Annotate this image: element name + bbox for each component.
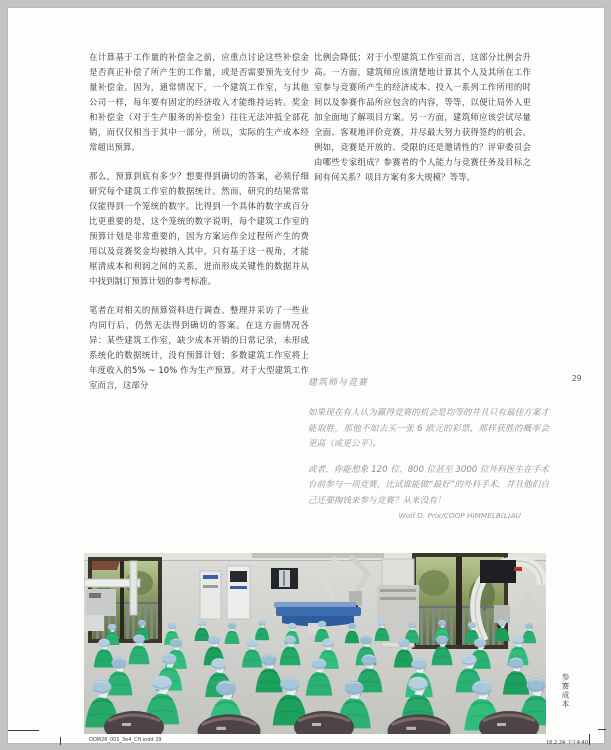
paragraph: 笔者在对相关的预算资料进行调查、整理并采访了一些业内同行后，仍然无法得到确切的答案。在这方面情况各异：某些建筑工作室，缺少成本开销的日常记录，未形成系统化的数据统计，没有预算计划；多数建筑工作室将上年度收入的5% ~ 10% 作为生产预算。对于大型建筑工作室而言，这部分 [89,305,309,390]
footer-slug-filename: DOM26_001_3e4_CH.indd 29 [89,737,162,743]
paragraph: 在计算基于工作量的补偿金之前，应重点讨论这些补偿金是否真正补偿了所产生的工作量，或是否需要预先支付少量补偿金。因为，通常情况下，一个建筑工作室，与其他公司一样，每年要有固定的经济收入才能维持运转。奖金和补偿金（对于生产服务的补偿金）往往无法冲抵全部花销，而仅仅相当于其中一部分，所以，实际的生产成本经常超出预算。 [89,52,309,152]
quote-attribution: Wolf D. Prix/COOP HIMMELB(L)AU [398,511,521,520]
article-right-column [314,50,531,199]
crop-mark [598,729,606,730]
quote-paragraph: 如果现在有人认为赢得竞赛的机会是均等的并且只有最佳方案才能取胜，那他不如去买一张 6 欧元的彩票，那样获胜的概率会更高（或更公平）。 [308,408,549,449]
paragraph: 比例会降低；对于小型建筑工作室而言，这部分比例会升高。一方面，建筑师应该清楚地计算其个人及其所在工作室参与竞赛所产生的经济成本、投入一系列工作所用的时间以及参赛作品所应包含的内容，等等，以便让局外人更加全面地了解项目方案。另一方面，建筑师应该尝试尽量全面、客观地评价竞赛，并尽最大努力获得签约的机会。例如，竞赛是开放的、受限的还是邀请性的？评审委员会由哪些专家组成？参赛者的个人能力与竞赛任务及目标之间有何关系？项目方案有多大规模？等等。 [314,52,531,182]
paragraph: 那么，预算到底有多少？想要得到确切的答案，必须仔细研究每个建筑工作室的数据统计。然而，研究的结果常常仅能得到一个笼统的数字。比得到一个具体的数字或百分比更重要的是，这个笼统的数字说明，每个建筑工作室的预算计划是非常重要的，因为方案运作全过程所产生的费用以及竞赛奖金均被纳入其中。只有基于这一视角，才能厘清成本和利润之间的关系，进而形成关键性的数据并从中找到制订预算计划的参考标准。 [89,171,309,286]
book-page [7,7,605,744]
quote-paragraph: 或者，你能想象 120 位、800 位甚至 3000 位外科医生在手术台前参与一项竞赛，比试谁能做“最好”的外科手术，并且他们自己还要掏钱来参与竞赛？从来没有！ [308,464,549,506]
chapter-side-caption: 参赛成本 [561,673,570,709]
operating-room-photo [84,553,546,734]
crop-mark [60,737,61,745]
crop-mark [8,730,39,731]
quote-heading: 建筑师与竞赛 [308,378,369,388]
article-left-column [89,50,309,407]
footer-slug-timestamp: 16.2.24 下午4:40 [546,740,588,746]
page-number: 29 [572,374,582,383]
crop-mark [589,734,590,745]
pull-quote-block [308,376,549,521]
